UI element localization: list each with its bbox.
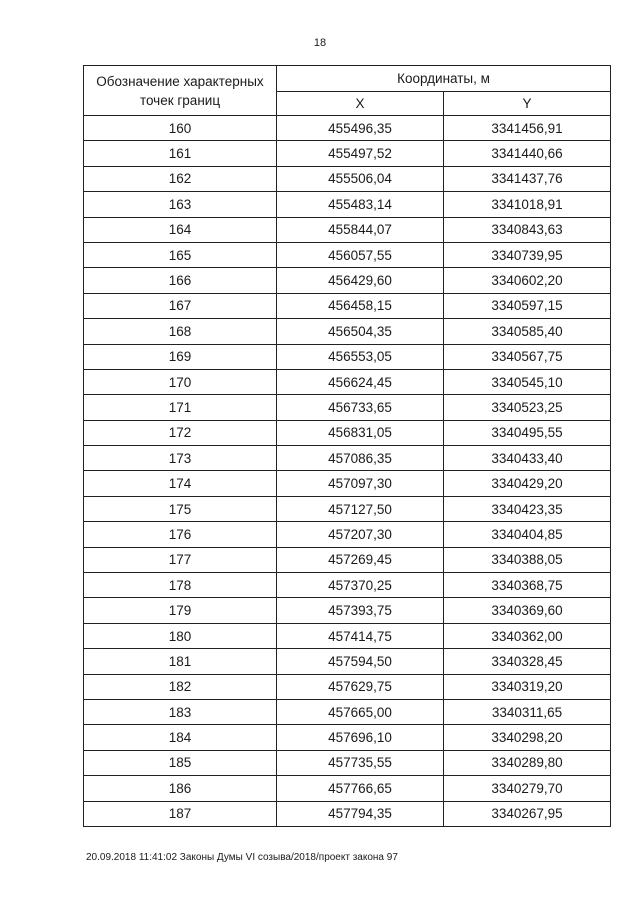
y-cell: 3340602,20: [444, 268, 611, 293]
coordinates-column-header: Координаты, м: [277, 66, 611, 92]
table-row: [84, 192, 611, 217]
y-cell: 3341440,66: [444, 141, 611, 166]
point-cell: 164: [84, 217, 277, 242]
y-cell: 3341456,91: [444, 116, 611, 141]
y-cell: 3340429,20: [444, 471, 611, 496]
y-cell: 3341018,91: [444, 192, 611, 217]
y-cell: 3340267,95: [444, 801, 611, 826]
point-cell: 173: [84, 446, 277, 471]
y-cell: 3340311,65: [444, 699, 611, 724]
table-header: [84, 66, 611, 116]
x-cell: 457269,45: [277, 547, 444, 572]
y-column-header: Y: [444, 92, 611, 116]
x-cell: 456553,05: [277, 344, 444, 369]
table-row: [84, 471, 611, 496]
point-cell: 171: [84, 395, 277, 420]
point-cell: 184: [84, 725, 277, 750]
table-row: [84, 522, 611, 547]
y-cell: 3341437,76: [444, 166, 611, 191]
table-row: [84, 725, 611, 750]
point-cell: 176: [84, 522, 277, 547]
table-row: [84, 674, 611, 699]
table-row: [84, 547, 611, 572]
point-cell: 178: [84, 573, 277, 598]
point-cell: 160: [84, 116, 277, 141]
table-row: [84, 319, 611, 344]
table-body: [84, 116, 611, 827]
point-cell: 162: [84, 166, 277, 191]
x-cell: 457086,35: [277, 446, 444, 471]
x-cell: 457097,30: [277, 471, 444, 496]
point-cell: 167: [84, 293, 277, 318]
point-cell: 161: [84, 141, 277, 166]
y-cell: 3340545,10: [444, 369, 611, 394]
x-cell: 456831,05: [277, 420, 444, 445]
x-cell: 455497,52: [277, 141, 444, 166]
x-cell: 457370,25: [277, 573, 444, 598]
y-cell: 3340567,75: [444, 344, 611, 369]
document-footer: 20.09.2018 11:41:02 Законы Думы VI созыва/2018/проект закона 97: [86, 852, 398, 863]
y-cell: 3340328,45: [444, 649, 611, 674]
point-cell: 170: [84, 369, 277, 394]
x-cell: 457665,00: [277, 699, 444, 724]
table-row: [84, 446, 611, 471]
table-row: [84, 166, 611, 191]
point-cell: 182: [84, 674, 277, 699]
table-row: [84, 344, 611, 369]
point-cell: 163: [84, 192, 277, 217]
table-row: [84, 293, 611, 318]
point-cell: 177: [84, 547, 277, 572]
x-cell: 455844,07: [277, 217, 444, 242]
table-row: [84, 573, 611, 598]
x-cell: 457127,50: [277, 496, 444, 521]
x-cell: 456504,35: [277, 319, 444, 344]
point-cell: 175: [84, 496, 277, 521]
x-cell: 457414,75: [277, 623, 444, 648]
x-cell: 457594,50: [277, 649, 444, 674]
point-cell: 181: [84, 649, 277, 674]
x-cell: 456057,55: [277, 242, 444, 267]
point-cell: 172: [84, 420, 277, 445]
table-row: [84, 649, 611, 674]
table-row: [84, 801, 611, 826]
y-cell: 3340362,00: [444, 623, 611, 648]
point-cell: 185: [84, 750, 277, 775]
table-row: [84, 699, 611, 724]
y-cell: 3340369,60: [444, 598, 611, 623]
table-row: [84, 623, 611, 648]
point-cell: 166: [84, 268, 277, 293]
x-cell: 456624,45: [277, 369, 444, 394]
x-cell: 456429,60: [277, 268, 444, 293]
x-cell: 455483,14: [277, 192, 444, 217]
y-cell: 3340368,75: [444, 573, 611, 598]
y-cell: 3340585,40: [444, 319, 611, 344]
table-row: [84, 116, 611, 141]
x-cell: 457735,55: [277, 750, 444, 775]
point-cell: 186: [84, 776, 277, 801]
table-row: [84, 598, 611, 623]
table-row: [84, 369, 611, 394]
y-cell: 3340843,63: [444, 217, 611, 242]
point-column-header: Обозначение характерных точек границ: [84, 66, 277, 116]
x-cell: 457393,75: [277, 598, 444, 623]
y-cell: 3340423,35: [444, 496, 611, 521]
page-number: 18: [313, 37, 327, 49]
point-cell: 183: [84, 699, 277, 724]
x-column-header: X: [277, 92, 444, 116]
y-cell: 3340523,25: [444, 395, 611, 420]
coordinates-table: [83, 65, 611, 827]
x-cell: 455506,04: [277, 166, 444, 191]
y-cell: 3340279,70: [444, 776, 611, 801]
table-row: [84, 395, 611, 420]
point-cell: 174: [84, 471, 277, 496]
x-cell: 456733,65: [277, 395, 444, 420]
table-row: [84, 141, 611, 166]
y-cell: 3340739,95: [444, 242, 611, 267]
x-cell: 457629,75: [277, 674, 444, 699]
point-cell: 169: [84, 344, 277, 369]
point-cell: 180: [84, 623, 277, 648]
table-row: [84, 242, 611, 267]
y-cell: 3340319,20: [444, 674, 611, 699]
x-cell: 457766,65: [277, 776, 444, 801]
y-cell: 3340289,80: [444, 750, 611, 775]
y-cell: 3340433,40: [444, 446, 611, 471]
y-cell: 3340495,55: [444, 420, 611, 445]
x-cell: 457794,35: [277, 801, 444, 826]
x-cell: 457207,30: [277, 522, 444, 547]
point-cell: 168: [84, 319, 277, 344]
point-cell: 179: [84, 598, 277, 623]
table-row: [84, 776, 611, 801]
table-row: [84, 496, 611, 521]
table-row: [84, 268, 611, 293]
table-row: [84, 217, 611, 242]
point-cell: 165: [84, 242, 277, 267]
table-row: [84, 750, 611, 775]
y-cell: 3340597,15: [444, 293, 611, 318]
y-cell: 3340404,85: [444, 522, 611, 547]
x-cell: 456458,15: [277, 293, 444, 318]
point-cell: 187: [84, 801, 277, 826]
y-cell: 3340388,05: [444, 547, 611, 572]
x-cell: 457696,10: [277, 725, 444, 750]
y-cell: 3340298,20: [444, 725, 611, 750]
x-cell: 455496,35: [277, 116, 444, 141]
table-row: [84, 420, 611, 445]
